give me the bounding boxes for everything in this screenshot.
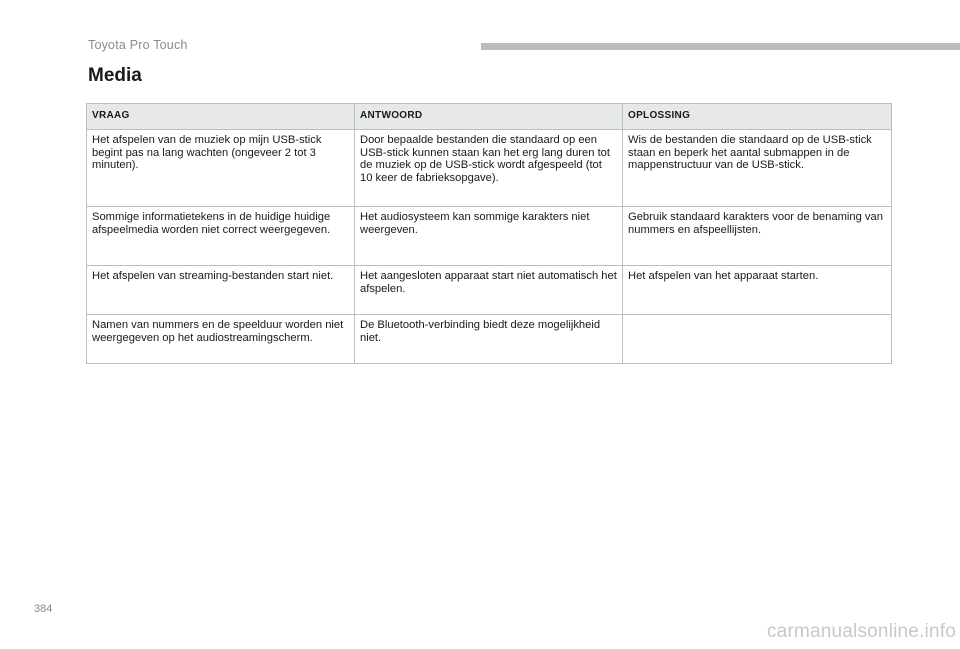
manual-header-title: Toyota Pro Touch (88, 38, 188, 52)
answer-cell: Het aangesloten apparaat start niet automatisch het afspelen. (355, 266, 623, 315)
answer-cell: Door bepaalde bestanden die standaard op een USB-stick kunnen staan kan het erg lang duren tot de muziek op de USB-stick wordt afgespeeld (tot 10 keer de fabrieksopgave). (355, 130, 623, 207)
question-cell: Sommige informatietekens in de huidige huidige afspeelmedia worden niet correct weergegeven. (87, 207, 355, 266)
question-cell: Namen van nummers en de speelduur worden niet weergegeven op het audiostreamingscherm. (87, 315, 355, 364)
solution-cell: Wis de bestanden die standaard op de USB-stick staan en beperk het aantal submappen in de mappenstructuur van de USB-stick. (623, 130, 892, 207)
column-header-question: VRAAG (87, 104, 355, 130)
question-cell: Het afspelen van de muziek op mijn USB-stick begint pas na lang wachten (ongeveer 2 tot 3 minuten). (87, 130, 355, 207)
solution-cell: Gebruik standaard karakters voor de benaming van nummers en afspeellijsten. (623, 207, 892, 266)
solution-cell (623, 315, 892, 364)
solution-cell: Het afspelen van het apparaat starten. (623, 266, 892, 315)
table-row (87, 266, 892, 315)
section-title: Media (88, 65, 142, 86)
faq-table (86, 103, 892, 364)
table-header-row (87, 104, 892, 130)
answer-cell: Het audiosysteem kan sommige karakters niet weergeven. (355, 207, 623, 266)
table-row (87, 130, 892, 207)
answer-cell: De Bluetooth-verbinding biedt deze mogelijkheid niet. (355, 315, 623, 364)
table-row (87, 207, 892, 266)
column-header-answer: ANTWOORD (355, 104, 623, 130)
watermark: carmanualsonline.info (766, 621, 956, 642)
table-row (87, 315, 892, 364)
header-divider-bar (481, 43, 960, 50)
page-number: 384 (34, 603, 53, 615)
column-header-solution: OPLOSSING (623, 104, 892, 130)
question-cell: Het afspelen van streaming-bestanden start niet. (87, 266, 355, 315)
